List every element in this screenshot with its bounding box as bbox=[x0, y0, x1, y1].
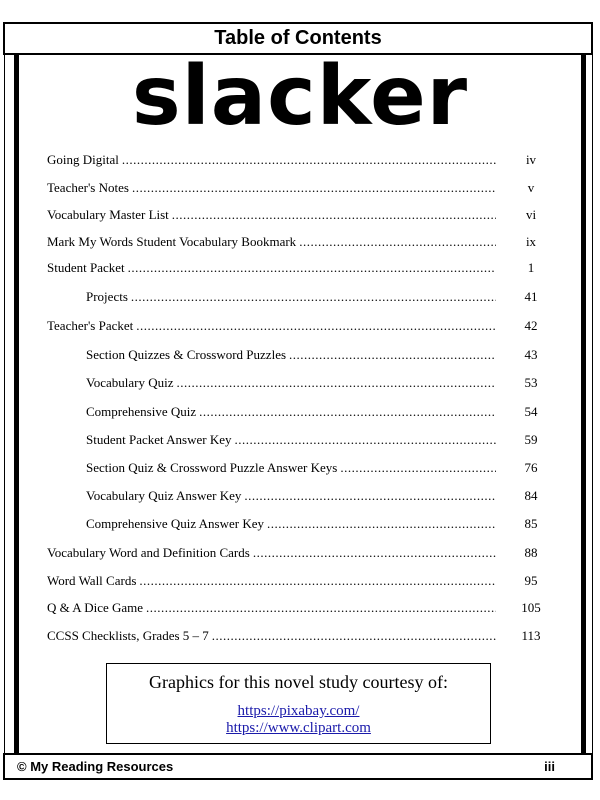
toc-leader-dots bbox=[235, 432, 496, 448]
toc-page-number: 105 bbox=[521, 600, 541, 615]
book-title: slacker bbox=[131, 49, 469, 144]
toc-page-number: 42 bbox=[524, 318, 538, 333]
right-border-bar bbox=[581, 55, 586, 753]
toc-row bbox=[86, 486, 499, 506]
toc-row bbox=[86, 458, 499, 478]
toc-label: Section Quiz & Crossword Puzzle Answer Keys bbox=[86, 460, 338, 475]
toc-page-number: v bbox=[527, 180, 535, 195]
toc-leader-dots bbox=[176, 375, 496, 391]
toc-page-number: 113 bbox=[521, 628, 541, 643]
toc-row bbox=[47, 316, 499, 336]
toc-label: Word Wall Cards bbox=[47, 573, 137, 588]
toc-label: Q & A Dice Game bbox=[47, 600, 144, 615]
toc-row bbox=[47, 543, 499, 563]
toc-row bbox=[47, 150, 499, 170]
toc-page-number: ix bbox=[525, 234, 537, 249]
toc-page-number: 53 bbox=[524, 375, 538, 390]
toc-leader-dots bbox=[128, 260, 496, 276]
toc-page-number: 88 bbox=[524, 545, 538, 560]
toc-leader-dots bbox=[340, 460, 496, 476]
left-border-line bbox=[4, 55, 5, 753]
toc-label: Comprehensive Quiz bbox=[86, 404, 197, 419]
toc-leader-dots bbox=[212, 628, 496, 644]
toc-row bbox=[86, 430, 499, 450]
toc-page-number: 84 bbox=[524, 488, 538, 503]
credits-box bbox=[106, 663, 491, 744]
toc-label: Vocabulary Quiz Answer Key bbox=[86, 488, 242, 503]
toc-page-number: 1 bbox=[527, 260, 535, 275]
pixabay-link[interactable]: https://pixabay.com/ bbox=[237, 703, 360, 719]
page-title: Table of Contents bbox=[214, 27, 382, 49]
toc-leader-dots bbox=[139, 573, 496, 589]
toc-label: Going Digital bbox=[47, 152, 119, 167]
toc-leader-dots bbox=[136, 318, 496, 334]
toc-row bbox=[47, 626, 499, 646]
toc-label: Projects bbox=[86, 289, 128, 304]
toc-page-number: 41 bbox=[524, 289, 538, 304]
toc-label: Student Packet Answer Key bbox=[86, 432, 232, 447]
toc-row bbox=[47, 258, 499, 278]
toc-row bbox=[47, 571, 499, 591]
toc-leader-dots bbox=[132, 180, 496, 196]
toc-row bbox=[86, 402, 499, 422]
left-border-bar bbox=[14, 55, 19, 753]
toc-leader-dots bbox=[146, 600, 496, 616]
toc-label: Student Packet bbox=[47, 260, 125, 275]
toc-page-number: 54 bbox=[524, 404, 538, 419]
toc-label: Comprehensive Quiz Answer Key bbox=[86, 516, 264, 531]
toc-row bbox=[47, 178, 499, 198]
toc-row bbox=[47, 232, 499, 252]
toc-page-number: iv bbox=[525, 152, 537, 167]
toc-leader-dots bbox=[199, 404, 496, 420]
copyright-text: © My Reading Resources bbox=[17, 759, 174, 774]
toc-leader-dots bbox=[289, 347, 496, 363]
toc-leader-dots bbox=[253, 545, 496, 561]
toc-label: Section Quizzes & Crossword Puzzles bbox=[86, 347, 287, 362]
toc-label: Teacher's Notes bbox=[47, 180, 129, 195]
toc-page-number: 43 bbox=[524, 347, 538, 362]
toc-row bbox=[86, 345, 499, 365]
toc-leader-dots bbox=[299, 234, 496, 250]
toc-label: Vocabulary Master List bbox=[47, 207, 169, 222]
toc-label: Vocabulary Quiz bbox=[86, 375, 174, 390]
toc-leader-dots bbox=[172, 207, 496, 223]
toc-page-number: 59 bbox=[524, 432, 538, 447]
toc-row bbox=[47, 205, 499, 225]
clipart-link[interactable]: https://www.clipart.com bbox=[226, 720, 371, 736]
footer-box bbox=[3, 753, 593, 780]
toc-page-number: 76 bbox=[524, 460, 538, 475]
toc-row bbox=[47, 598, 499, 618]
toc-row bbox=[86, 287, 499, 307]
toc-label: CCSS Checklists, Grades 5 – 7 bbox=[47, 628, 209, 643]
toc-leader-dots bbox=[267, 516, 496, 532]
toc-row bbox=[86, 373, 499, 393]
toc-row bbox=[86, 514, 499, 534]
toc-page-number: 85 bbox=[524, 516, 538, 531]
right-border-line bbox=[592, 55, 593, 753]
toc-label: Vocabulary Word and Definition Cards bbox=[47, 545, 250, 560]
page-number: iii bbox=[544, 759, 555, 774]
toc-leader-dots bbox=[131, 289, 496, 305]
toc-page-number: vi bbox=[525, 207, 537, 222]
toc-label: Teacher's Packet bbox=[47, 318, 134, 333]
toc-leader-dots bbox=[244, 488, 496, 504]
credits-heading: Graphics for this novel study courtesy of: bbox=[149, 672, 448, 692]
toc-label: Mark My Words Student Vocabulary Bookmark bbox=[47, 234, 297, 249]
toc-page-number: 95 bbox=[524, 573, 538, 588]
toc-leader-dots bbox=[122, 152, 496, 168]
